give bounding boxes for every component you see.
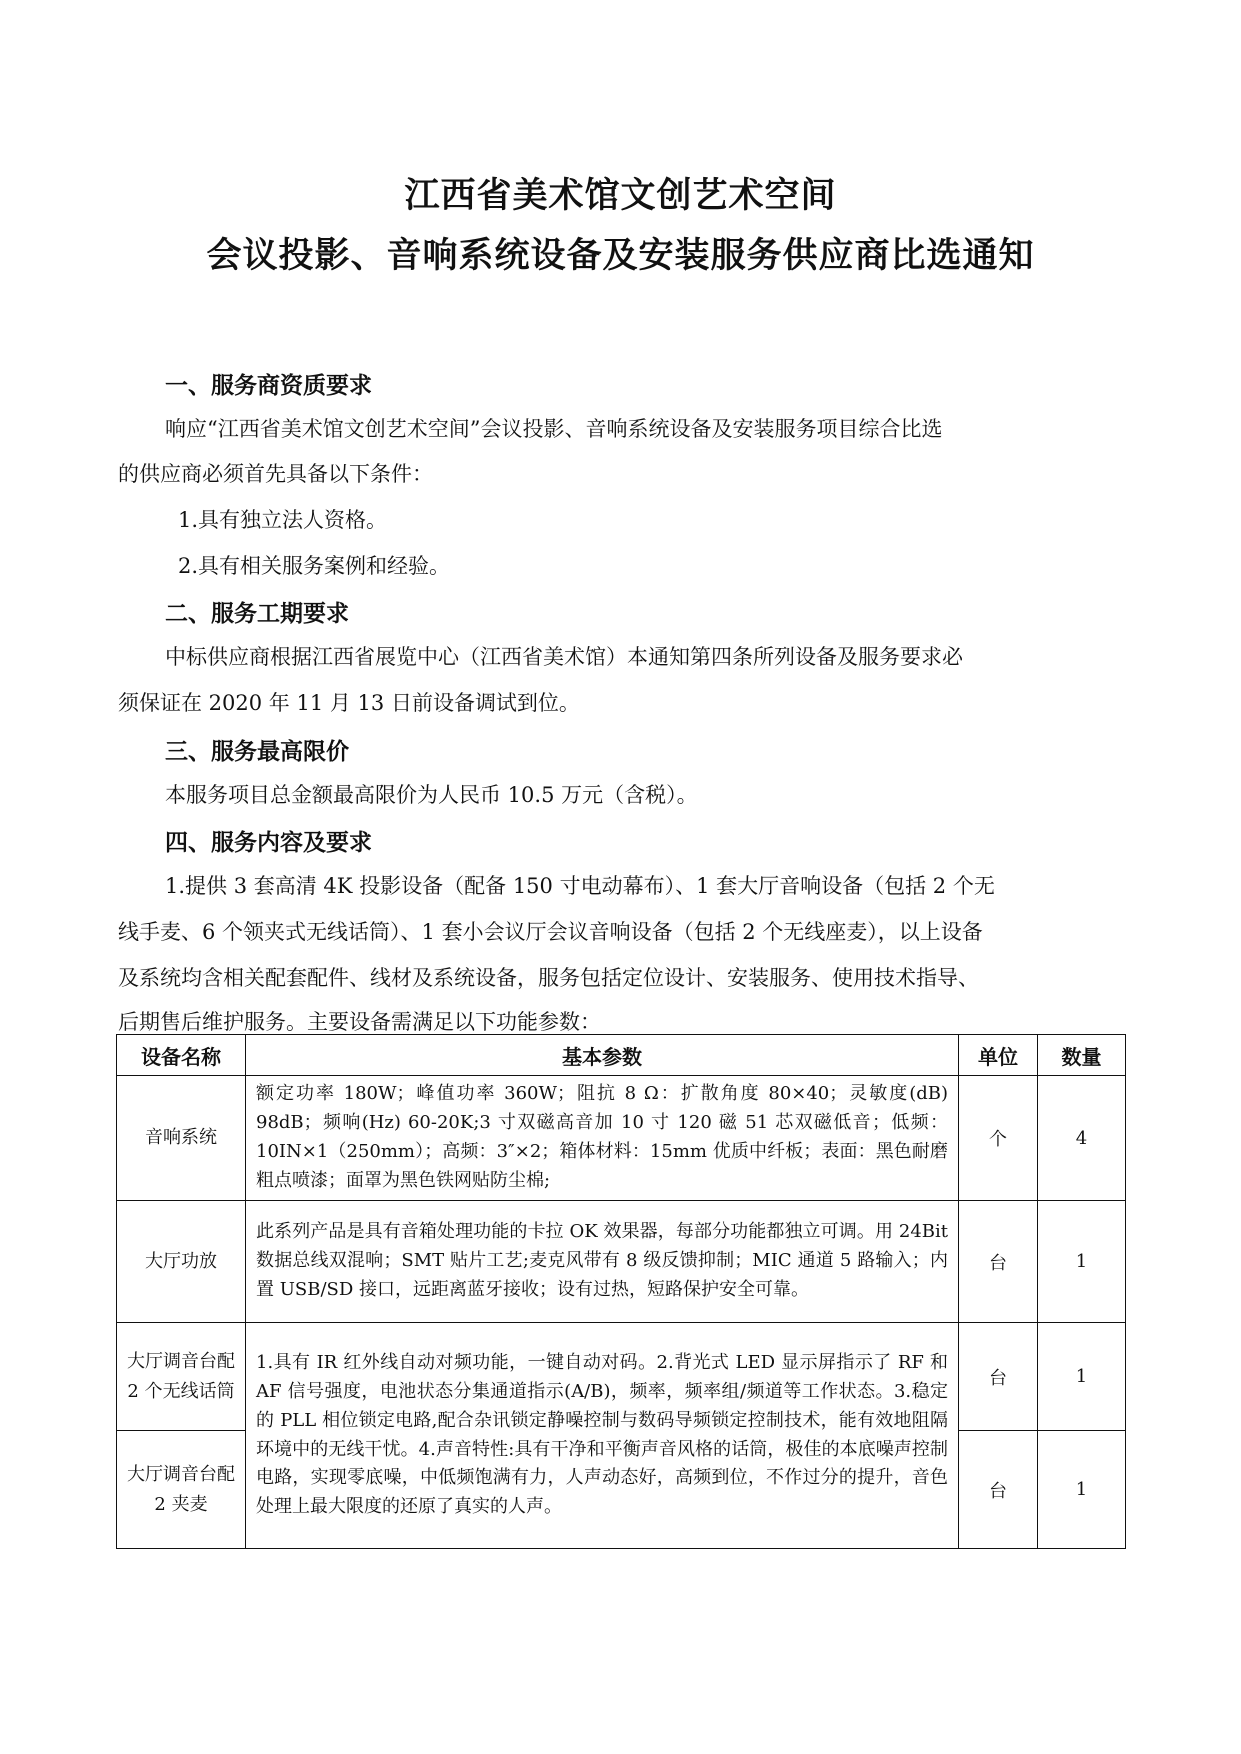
cell-equipment-name: 音响系统	[117, 1076, 246, 1201]
section-1-para-line-2: 的供应商必须首先具备以下条件：	[118, 462, 433, 486]
cell-equipment-name: 大厅调音台配 2 夹麦	[117, 1431, 246, 1549]
header-unit: 单位	[959, 1035, 1038, 1076]
cell-quantity: 1	[1038, 1431, 1126, 1549]
cell-params: 额定功率 180W；峰值功率 360W；阻抗 8 Ω：扩散角度 80×40；灵敏度(dB) 98dB；频响(Hz) 60-20K;3 寸双磁高音加 10 寸 120 磁 51 芯双磁低音；低频：10IN×1（250mm）；高频：3″×2；箱体材料：15mm 优质中纤板；表面：黑色耐磨粗点喷漆；面罩为黑色铁网贴防尘棉;	[246, 1076, 959, 1201]
section-2-para-line-1: 中标供应商根据江西省展览中心（江西省美术馆）本通知第四条所列设备及服务要求必	[165, 645, 963, 669]
section-2-heading: 二、服务工期要求	[165, 601, 349, 627]
section-4-heading: 四、服务内容及要求	[165, 830, 372, 856]
section-3-heading: 三、服务最高限价	[165, 739, 349, 765]
section-2-para-line-2: 须保证在 2020 年 11 月 13 日前设备调试到位。	[118, 691, 580, 715]
section-4-para-line-1: 1.提供 3 套高清 4K 投影设备（配备 150 寸电动幕布）、1 套大厅音响设备（包括 2 个无	[165, 874, 995, 898]
header-quantity: 数量	[1038, 1035, 1126, 1076]
title-line-1: 江西省美术馆文创艺术空间	[404, 176, 837, 216]
cell-equipment-name: 大厅功放	[117, 1201, 246, 1323]
cell-quantity: 1	[1038, 1201, 1126, 1323]
section-3-para-line-1: 本服务项目总金额最高限价为人民币 10.5 万元（含税）。	[165, 783, 698, 807]
cell-unit: 个	[959, 1076, 1038, 1201]
section-1-heading: 一、服务商资质要求	[165, 373, 372, 399]
cell-quantity: 4	[1038, 1076, 1126, 1201]
header-equipment-name: 设备名称	[117, 1035, 246, 1076]
table-row	[117, 1323, 1126, 1431]
cell-unit: 台	[959, 1323, 1038, 1431]
cell-equipment-name: 大厅调音台配 2 个无线话筒	[117, 1323, 246, 1431]
cell-quantity: 1	[1038, 1323, 1126, 1431]
table-row	[117, 1201, 1126, 1323]
cell-params-shared: 1.具有 IR 红外线自动对频功能，一键自动对码。2.背光式 LED 显示屏指示了 RF 和 AF 信号强度，电池状态分集通道指示(A/B)，频率，频率组/频道等工作状态。3.稳定的 PLL 相位锁定电路,配合杂讯锁定静噪控制与数码导频锁定控制技术，能有效地阻隔环境中的无线干忧。4.声音特性:具有干净和平衡声音风格的话筒，极佳的本底噪声控制电路，实现零底噪，中低频饱满有力，人声动态好，高频到位，不作过分的提升，音色处理上最大限度的还原了真实的人声。	[246, 1323, 959, 1549]
cell-unit: 台	[959, 1431, 1038, 1549]
title-line-2: 会议投影、音响系统设备及安装服务供应商比选通知	[206, 236, 1035, 276]
table-header-row	[117, 1035, 1126, 1076]
section-4-para-line-4: 后期售后维护服务。主要设备需满足以下功能参数：	[118, 1010, 601, 1034]
equipment-spec-table	[116, 1034, 1126, 1549]
section-1-item-1: 1.具有独立法人资格。	[178, 508, 388, 532]
cell-params: 此系列产品是具有音箱处理功能的卡拉 OK 效果器，每部分功能都独立可调。用 24Bit 数据总线双混响；SMT 贴片工艺;麦克风带有 8 级反馈抑制；MIC 通道 5 路输入；内置 USB/SD 接口，远距离蓝牙接收；设有过热，短路保护安全可靠。	[246, 1201, 959, 1323]
section-4-para-line-2: 线手麦、6 个领夹式无线话筒）、1 套小会议厅会议音响设备（包括 2 个无线座麦），以上设备	[118, 920, 983, 944]
table-row	[117, 1076, 1126, 1201]
section-1-item-2: 2.具有相关服务案例和经验。	[178, 554, 451, 578]
header-basic-params: 基本参数	[246, 1035, 959, 1076]
section-4-para-line-3: 及系统均含相关配套配件、线材及系统设备，服务包括定位设计、安装服务、使用技术指导、	[118, 966, 979, 990]
section-1-para-line-1: 响应“江西省美术馆文创艺术空间”会议投影、音响系统设备及安装服务项目综合比选	[165, 417, 943, 441]
cell-unit: 台	[959, 1201, 1038, 1323]
